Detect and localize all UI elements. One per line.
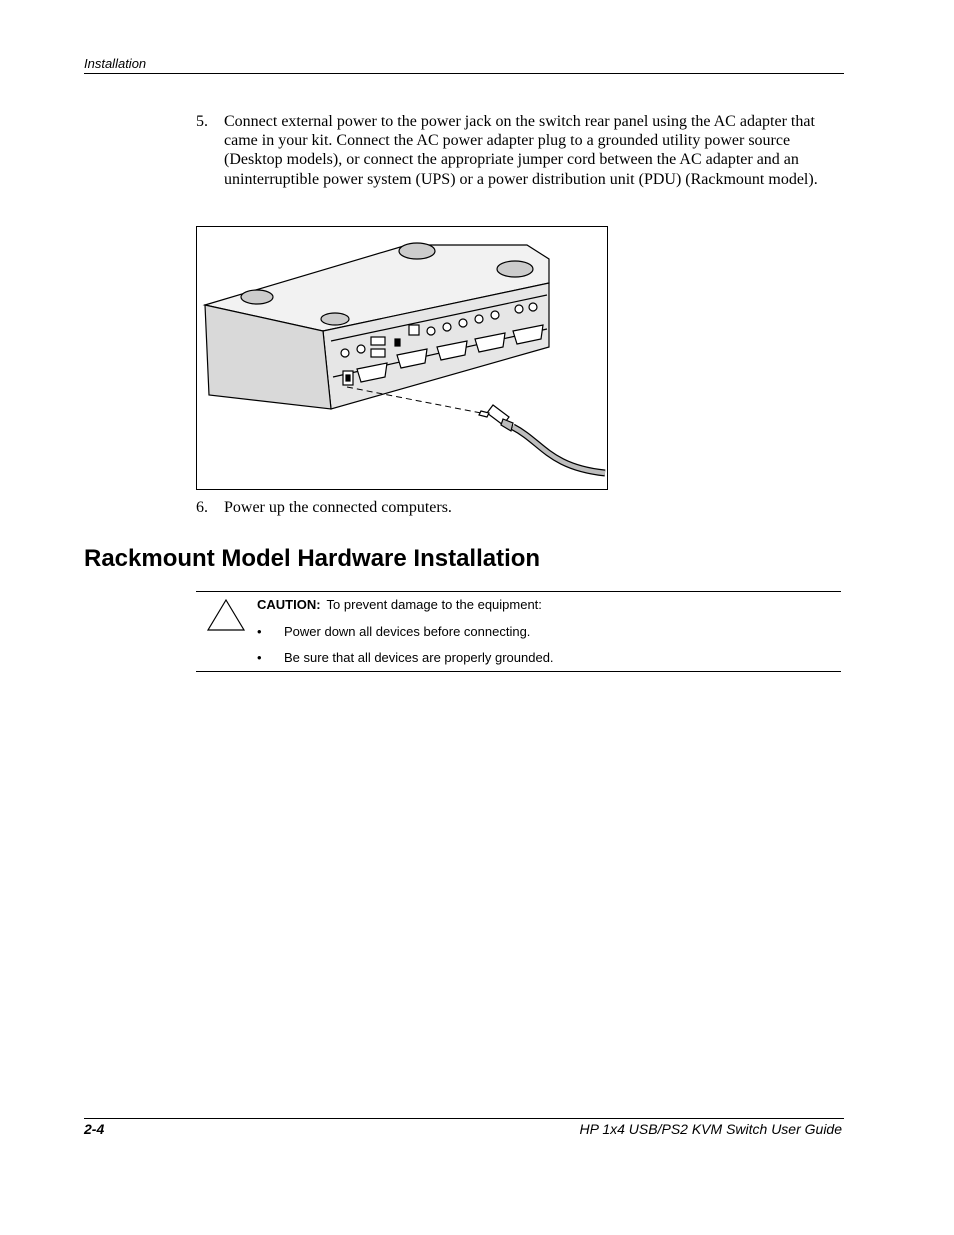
bullet-dot: • bbox=[257, 624, 262, 639]
step-6 bbox=[196, 498, 846, 520]
step-text: Connect external power to the power jack on the switch rear panel using the AC adapter that came in your kit. Connect the AC power adapter plug to a grounded utility power source (Desktop models), or connect the appropriate jumper cord between the AC adapter and an uninterruptible power system (UPS) or a power distribution unit (PDU) (Rackmount model). bbox=[224, 113, 818, 188]
step-text: Power up the connected computers. bbox=[224, 499, 452, 516]
footer-rule bbox=[84, 1118, 844, 1119]
step-number: 6. bbox=[196, 499, 208, 516]
caution-text: To prevent damage to the equipment: bbox=[326, 597, 542, 612]
page-header-label: Installation bbox=[84, 56, 147, 71]
bullet-dot: • bbox=[257, 650, 262, 665]
step-5 bbox=[196, 112, 846, 212]
step-number: 5. bbox=[196, 113, 208, 130]
section-heading: Rackmount Model Hardware Installation bbox=[84, 545, 541, 572]
caution-notice bbox=[196, 591, 841, 672]
warning-triangle-icon bbox=[206, 598, 246, 632]
header-rule bbox=[84, 73, 844, 74]
caution-label: CAUTION: bbox=[257, 597, 321, 612]
caution-bullet-text: Power down all devices before connecting. bbox=[284, 624, 531, 639]
kvm-power-connection-figure bbox=[196, 226, 608, 490]
document-title: HP 1x4 USB/PS2 KVM Switch User Guide bbox=[579, 1121, 842, 1137]
caution-bullet-text: Be sure that all devices are properly grounded. bbox=[284, 650, 554, 665]
kvm-switch-illustration bbox=[197, 227, 607, 489]
page-number: 2-4 bbox=[84, 1121, 105, 1137]
caution-heading bbox=[257, 597, 542, 612]
